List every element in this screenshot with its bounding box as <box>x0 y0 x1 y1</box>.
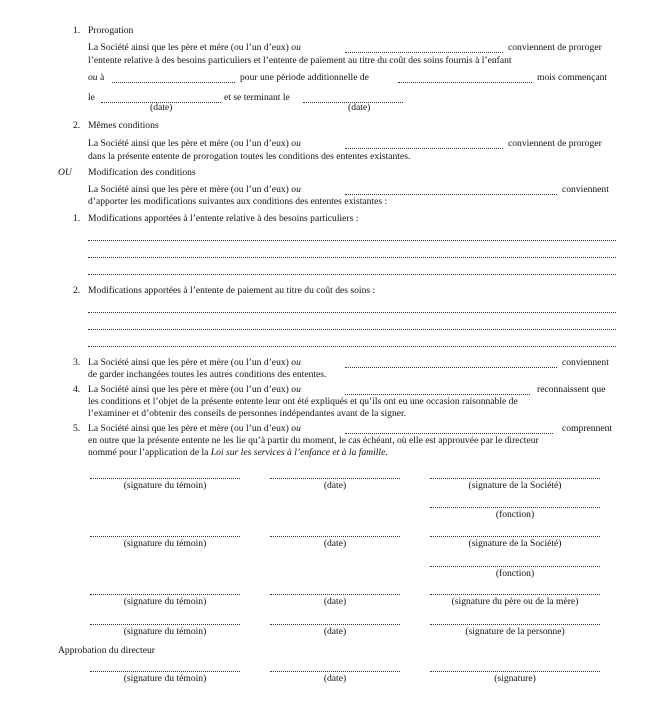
date-line-5[interactable] <box>270 671 400 672</box>
s2-line1: La Société ainsi que les père et mère (ou l’un d’eux) ou <box>88 138 301 149</box>
s1-line4-start: le <box>88 92 95 103</box>
s1-period-field[interactable] <box>398 82 532 83</box>
mod-1-line-1[interactable] <box>88 240 616 241</box>
society-caption-1: (signature de la Société) <box>468 480 562 491</box>
mod-3-line1-end: conviennent <box>562 357 609 368</box>
s1-end-date-caption: (date) <box>348 102 371 113</box>
s1-line3-mid: pour une période additionnelle de <box>240 72 369 83</box>
witness-caption-4: (signature du témoin) <box>123 626 207 637</box>
ou-line1-end: conviennent <box>562 184 609 195</box>
mod-2-line-2[interactable] <box>88 329 616 330</box>
date-caption-1: (date) <box>323 480 347 491</box>
mod-2-line-1[interactable] <box>88 312 616 313</box>
mod-2-text: Modifications apportées à l’entente de paiement au titre du coût des soins : <box>88 285 376 296</box>
mod-3-line1: La Société ainsi que les père et mère (ou l’un d’eux) ou <box>88 357 301 368</box>
s2-line1-end: conviennent de proroger <box>508 138 602 149</box>
section-1-number: 1. <box>73 25 81 36</box>
date-line-4[interactable] <box>270 624 400 625</box>
date-caption-5: (date) <box>323 673 347 684</box>
s1-line2: l’entente relative à des besoins particuliers et l’entente de paiement au titre du coût des soins fournis à l’enfant <box>88 55 512 66</box>
director-signature-line[interactable] <box>430 671 600 672</box>
ou-party-field[interactable] <box>345 194 557 195</box>
witness-caption-1: (signature du témoin) <box>123 480 207 491</box>
society-signature-line-2[interactable] <box>430 536 600 537</box>
date-line-1[interactable] <box>270 478 400 479</box>
s1-line1: La Société ainsi que les père et mère (ou l’un d’eux) ou <box>88 42 301 53</box>
mod-1-line-2[interactable] <box>88 257 616 258</box>
parent-signature-line[interactable] <box>430 594 600 595</box>
s1-child-field[interactable] <box>112 82 235 83</box>
mod-4-line3: l’examiner et d’obtenir des conseils de personnes indépendantes avant de la signer. <box>88 408 407 419</box>
s1-line1-end: conviennent de proroger <box>508 42 602 53</box>
witness-caption-3: (signature du témoin) <box>123 596 207 607</box>
mod-4-line1-end: reconnaissent que <box>537 384 606 395</box>
s1-line3-end: mois commençant <box>537 72 608 83</box>
mod-4-line2: les conditions et l’objet de la présente entente leur ont été expliqués et qu’ils ont eu une occasion raisonnable de <box>88 396 518 407</box>
witness-signature-line-4[interactable] <box>90 624 240 625</box>
parent-caption: (signature du père ou de la mère) <box>451 596 579 607</box>
witness-caption-5: (signature du témoin) <box>123 673 207 684</box>
witness-caption-2: (signature du témoin) <box>123 538 207 549</box>
witness-signature-line-2[interactable] <box>90 536 240 537</box>
ou-line1: La Société ainsi que les père et mère (ou l’un d’eux) ou <box>88 184 301 195</box>
date-caption-2: (date) <box>323 538 347 549</box>
function-line-2[interactable] <box>430 566 600 567</box>
s1-line3-start: ou à <box>88 72 105 83</box>
mod-5-line1-end: comprennent <box>562 423 613 434</box>
ou-label: OU <box>58 167 72 178</box>
section-2-number: 2. <box>73 120 81 131</box>
director-caption: (signature) <box>494 673 536 684</box>
witness-signature-line-5[interactable] <box>90 671 240 672</box>
mod-1-text: Modifications apportées à l’entente relative à des besoins particuliers : <box>88 213 359 224</box>
date-line-2[interactable] <box>270 536 400 537</box>
mod-5-line3: nommé pour l’application de la Loi sur les services à l’enfance et à la famille. <box>88 447 388 458</box>
mod-4-party-field[interactable] <box>345 394 530 395</box>
person-signature-line[interactable] <box>430 624 600 625</box>
ou-line2: d’apporter les modifications suivantes aux conditions des ententes existantes : <box>88 196 388 207</box>
s2-line2: dans la présente entente de prorogation toutes les conditions des ententes existantes. <box>88 151 411 162</box>
ou-title: Modification des conditions <box>88 167 196 178</box>
mod-3-line2: de garder inchangées toutes les autres conditions des ententes. <box>88 369 327 380</box>
date-line-3[interactable] <box>270 594 400 595</box>
mod-5-line1: La Société ainsi que les père et mère (ou l’un d’eux) ou <box>88 423 301 434</box>
mod-3-party-field[interactable] <box>345 367 557 368</box>
approval-heading: Approbation du directeur <box>58 645 155 656</box>
witness-signature-line-3[interactable] <box>90 594 240 595</box>
function-line-1[interactable] <box>430 507 600 508</box>
function-caption-2: (fonction) <box>495 568 535 579</box>
society-caption-2: (signature de la Société) <box>468 538 562 549</box>
mod-3-number: 3. <box>73 357 81 368</box>
society-signature-line-1[interactable] <box>430 478 600 479</box>
section-2-title: Mêmes conditions <box>88 120 159 131</box>
function-caption-1: (fonction) <box>495 509 535 520</box>
mod-5-party-field[interactable] <box>345 433 553 434</box>
mod-5-number: 5. <box>73 423 81 434</box>
s2-party-field[interactable] <box>345 148 503 149</box>
mod-1-line-3[interactable] <box>88 274 616 275</box>
date-caption-3: (date) <box>323 596 347 607</box>
witness-signature-line-1[interactable] <box>90 478 240 479</box>
s1-start-date-caption: (date) <box>150 102 173 113</box>
date-caption-4: (date) <box>323 626 347 637</box>
mod-5-line2: en outre que la présente entente ne les lie qu’à partir du moment, le cas échéant, où elle est approuvée par le directeur <box>88 435 539 446</box>
mod-4-line1: La Société ainsi que les père et mère (ou l’un d’eux) ou <box>88 384 301 395</box>
mod-4-number: 4. <box>73 384 81 395</box>
s1-line4-mid: et se terminant le <box>224 92 290 103</box>
s1-party-field[interactable] <box>345 52 503 53</box>
mod-2-line-3[interactable] <box>88 346 616 347</box>
mod-2-number: 2. <box>73 285 81 296</box>
section-1-title: Prorogation <box>88 25 134 36</box>
person-caption: (signature de la personne) <box>465 626 565 637</box>
mod-1-number: 1. <box>73 213 81 224</box>
